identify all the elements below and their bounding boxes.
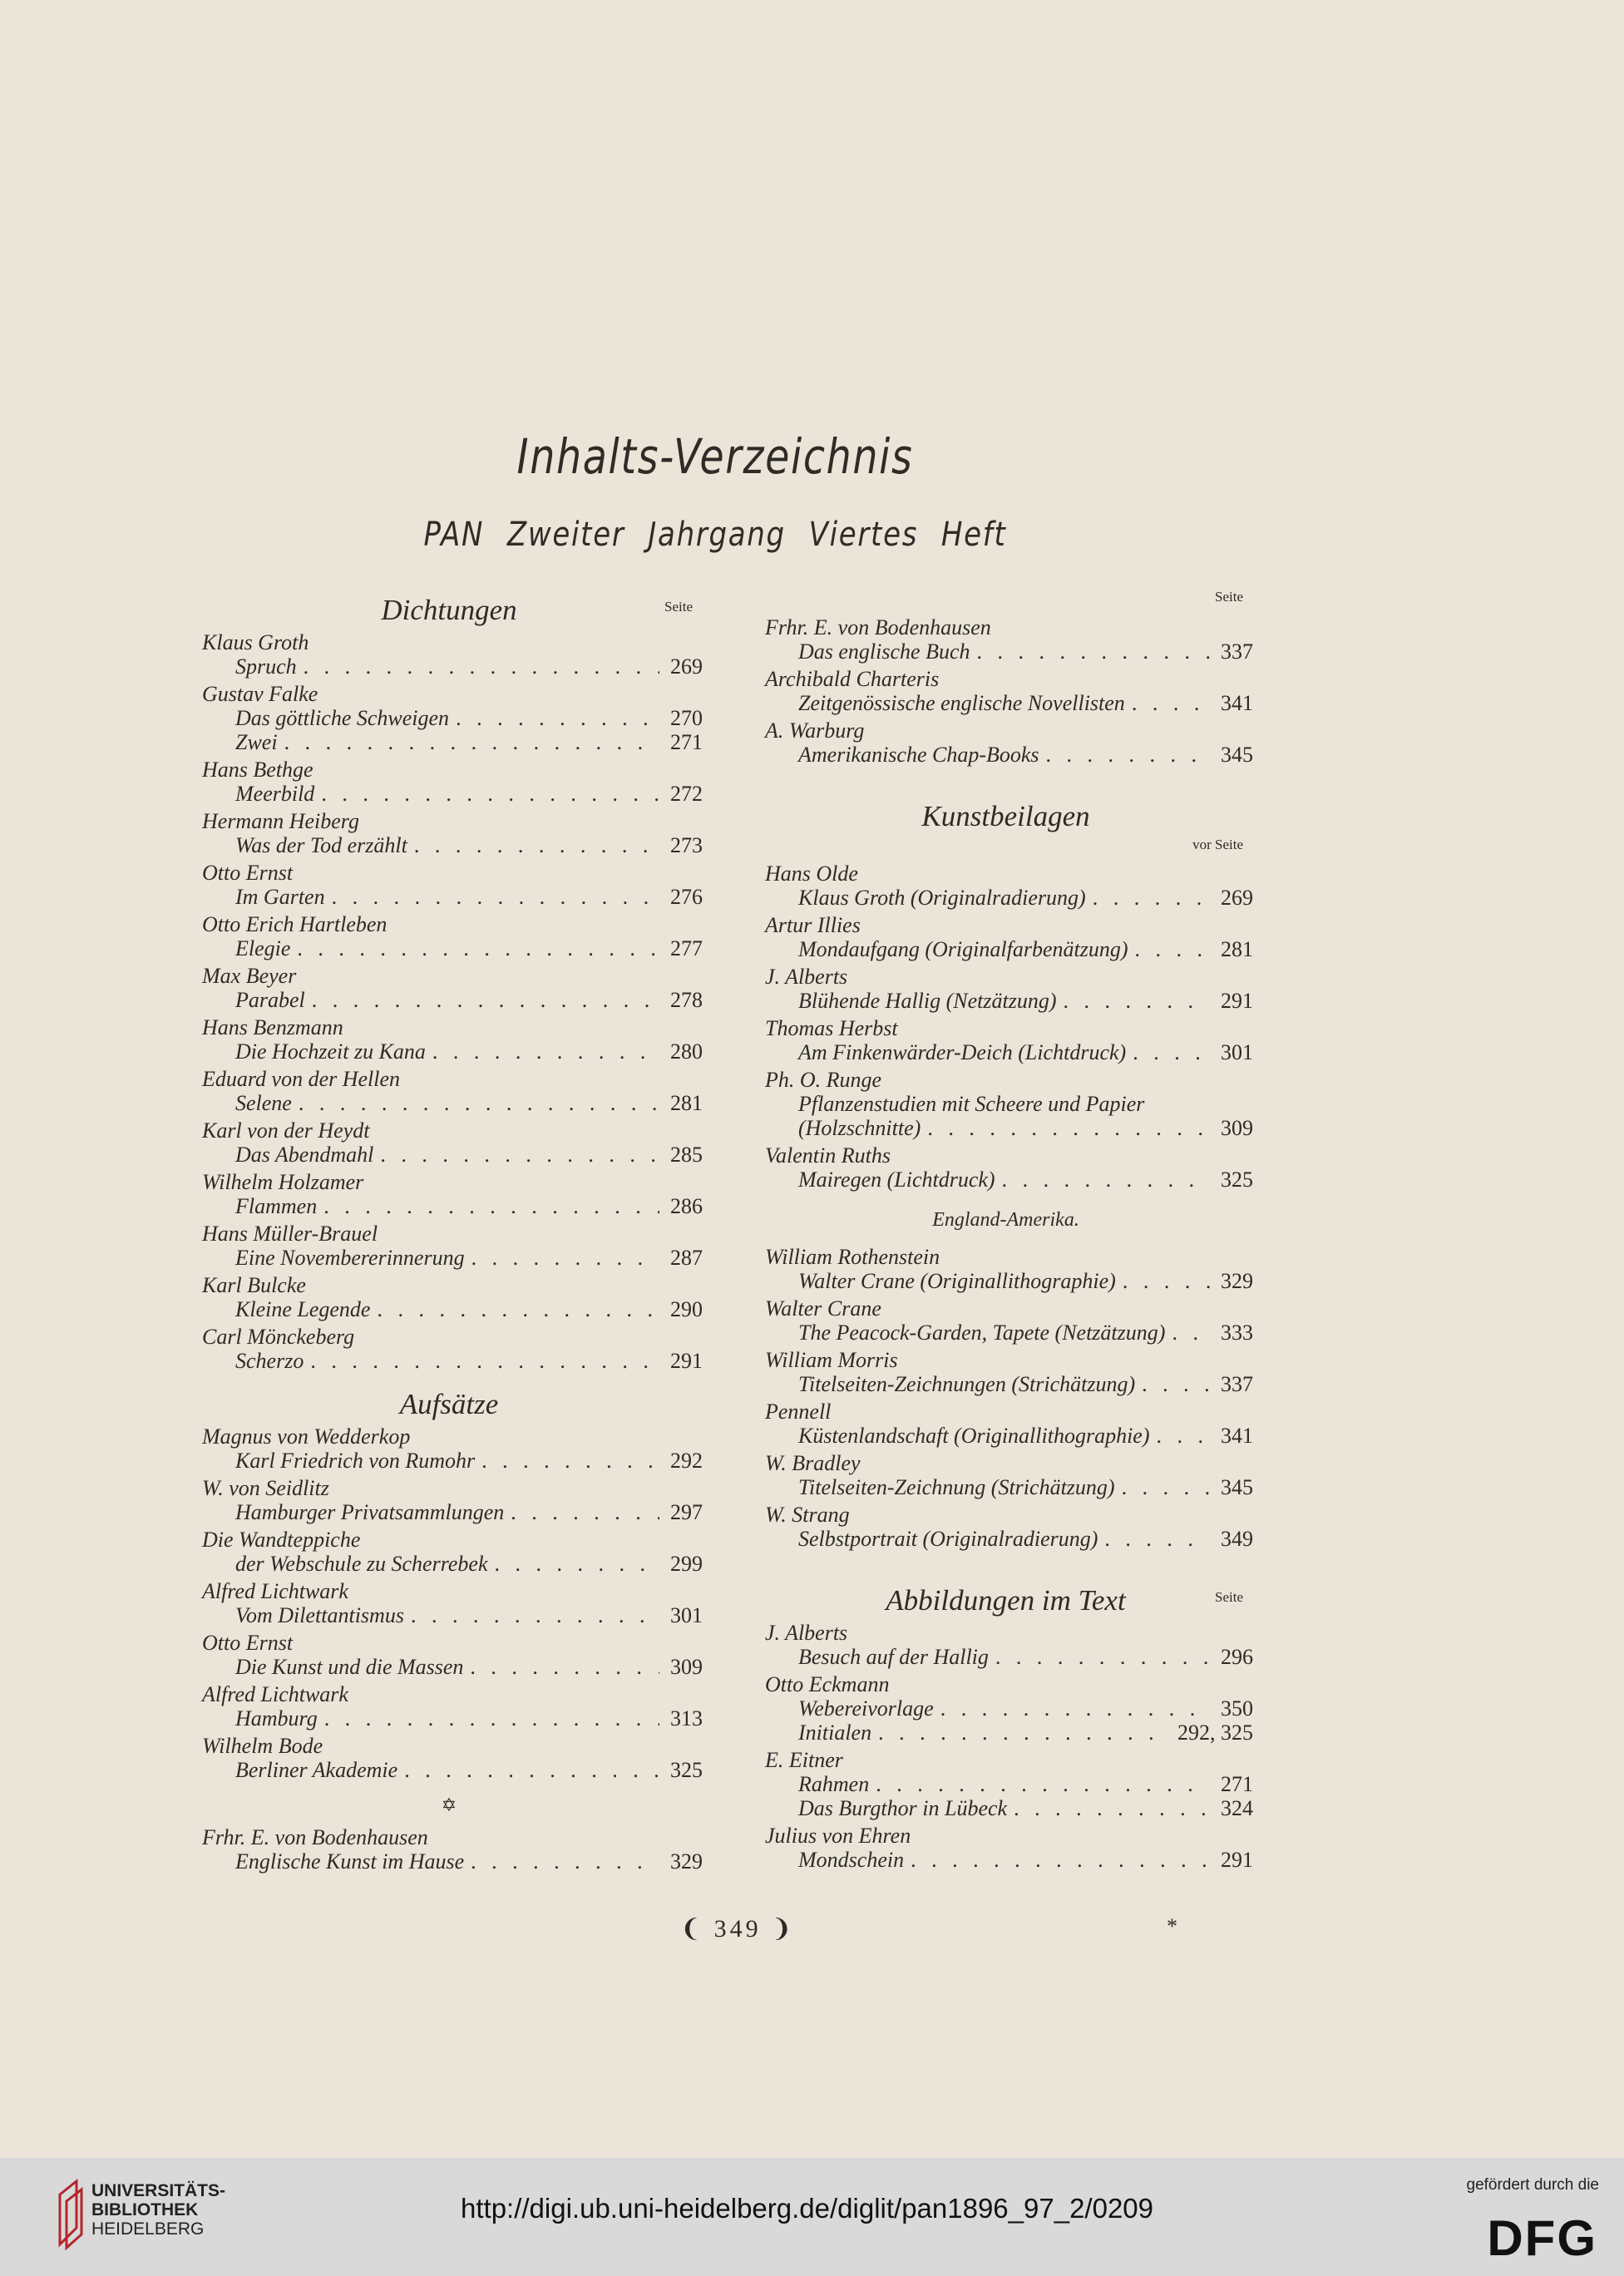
toc-title: Webereivorlage: [798, 1696, 934, 1721]
toc-page: 345: [1221, 743, 1253, 767]
toc-page: 341: [1221, 1424, 1253, 1448]
dot-leader: [1122, 1475, 1210, 1499]
toc-entry: [195, 1349, 703, 1373]
toc-title: Kleine Legende: [235, 1297, 371, 1321]
toc-entry: [758, 1645, 1253, 1669]
toc-author: Karl von der Heydt: [202, 1118, 370, 1143]
dot-leader: [297, 936, 659, 960]
toc-title: Walter Crane (Originallithographie): [798, 1269, 1116, 1293]
dot-leader: [323, 1194, 659, 1218]
toc-title: Titelseiten-Zeichnungen (Strichätzung): [798, 1372, 1136, 1396]
toc-title: Elegie: [235, 936, 291, 960]
toc-group: [758, 615, 1253, 664]
toc-group: [195, 1118, 703, 1167]
toc-page: 281: [1221, 937, 1253, 961]
toc-author: Wilhelm Bode: [202, 1734, 323, 1758]
toc-title: Das englische Buch: [798, 639, 970, 664]
toc-author: William Morris: [765, 1348, 898, 1372]
toc-author: Walter Crane: [765, 1296, 881, 1321]
dot-leader: [380, 1143, 659, 1167]
toc-group: [195, 1682, 703, 1730]
library-line-3: HEIDELBERG: [91, 2219, 205, 2239]
dot-leader: [481, 1449, 659, 1473]
source-url[interactable]: http://digi.ub.uni-heidelberg.de/diglit/pan1896_97_2/0209: [461, 2193, 1154, 2224]
dot-leader: [312, 988, 659, 1012]
library-line-2: BIBLIOTHEK: [91, 2200, 199, 2219]
toc-author: Ph. O. Runge: [765, 1068, 882, 1092]
page-subtitle: PAN Zweiter Jahrgang Viertes Heft: [423, 516, 1007, 554]
toc-page: 309: [670, 1655, 703, 1679]
toc-entry: [758, 1475, 1253, 1499]
toc-author: Julius von Ehren: [765, 1824, 911, 1848]
section-heading: Kunstbeilagen: [921, 800, 1090, 832]
toc-author: Magnus von Wedderkop: [202, 1424, 411, 1449]
toc-entry: [758, 1772, 1253, 1796]
toc-entry: [195, 706, 703, 730]
toc-author: Otto Eckmann: [765, 1672, 890, 1696]
toc-entry: [758, 886, 1253, 910]
toc-entry: [195, 833, 703, 857]
toc-entry: [758, 1796, 1253, 1820]
toc-page: 309: [1221, 1116, 1253, 1140]
toc-title: Karl Friedrich von Rumohr: [235, 1449, 476, 1473]
dot-leader: [304, 654, 659, 679]
dot-leader: [1104, 1527, 1210, 1551]
toc-title: Küstenlandschaft (Originallithographie): [798, 1424, 1150, 1448]
toc-page: 337: [1221, 639, 1253, 664]
toc-title-line: Pflanzenstudien mit Scheere und Papier: [798, 1092, 1145, 1116]
toc-group: [758, 1143, 1253, 1192]
toc-author: Alfred Lichtwark: [202, 1579, 348, 1603]
toc-title: Klaus Groth (Originalradierung): [798, 886, 1086, 910]
toc-title: Selbstportrait (Originalradierung): [798, 1527, 1098, 1551]
toc-author: W. Strang: [765, 1503, 850, 1527]
toc-title: Mairegen (Lichtdruck): [798, 1168, 995, 1192]
toc-entry: [195, 730, 703, 754]
section-heading: Dichtungen: [381, 594, 517, 626]
funder-claim: gefördert durch die: [1466, 2176, 1599, 2194]
toc-entry: [758, 937, 1253, 961]
toc-title: Die Kunst und die Massen: [235, 1655, 464, 1679]
toc-title: Eine Novembererinnerung: [235, 1246, 465, 1270]
toc-entry: [758, 639, 1253, 664]
toc-entry: [758, 1321, 1253, 1345]
toc-title: Zwei: [235, 730, 278, 754]
vor-seite-label: vor Seite: [1192, 837, 1243, 852]
toc-page: 273: [670, 833, 703, 857]
toc-entry: [758, 1168, 1253, 1192]
toc-page: 286: [670, 1194, 703, 1218]
toc-title: Amerikanische Chap-Books: [798, 743, 1039, 767]
toc-page: 324: [1221, 1796, 1253, 1820]
toc-group: [758, 1400, 1253, 1448]
toc-title: Hamburger Privatsammlungen: [235, 1500, 505, 1524]
section-kunstbeilagen: [758, 788, 1253, 837]
toc-group: [195, 1222, 703, 1270]
toc-group: [758, 913, 1253, 961]
dot-leader: [470, 1655, 659, 1679]
toc-group: [195, 1170, 703, 1218]
toc-group: [758, 1748, 1253, 1820]
toc-page: 291: [670, 1349, 703, 1373]
ruths-list: [758, 1143, 1253, 1192]
library-name: [91, 2181, 225, 2239]
toc-group: [195, 1015, 703, 1064]
dot-leader: [1014, 1796, 1210, 1820]
library-line-1: UNIVERSITÄTS-: [91, 2181, 226, 2200]
toc-entry: [195, 782, 703, 806]
toc-page: 281: [670, 1091, 703, 1115]
toc-right-column: [758, 582, 1253, 1875]
toc-page: 291: [1221, 1848, 1253, 1872]
dot-leader: [977, 639, 1210, 664]
toc-page: 329: [1221, 1269, 1253, 1293]
toc-author: Wilhelm Holzamer: [202, 1170, 364, 1194]
toc-title: Das Abendmahl: [235, 1143, 374, 1167]
toc-author: Karl Bulcke: [202, 1273, 306, 1297]
toc-page: 287: [670, 1246, 703, 1270]
toc-title: Hamburg: [235, 1706, 318, 1730]
toc-author: J. Alberts: [765, 1621, 848, 1645]
dot-leader: [1142, 1372, 1210, 1396]
toc-page: 313: [670, 1706, 703, 1730]
toc-entry: [758, 1721, 1253, 1745]
star-separator: ✡: [441, 1795, 457, 1815]
toc-title: Titelseiten-Zeichnung (Strichätzung): [798, 1475, 1115, 1499]
toc-page: 301: [670, 1603, 703, 1627]
toc-author: Hermann Heiberg: [202, 809, 359, 833]
toc-entry: [195, 988, 703, 1012]
toc-title: Das göttliche Schweigen: [235, 706, 450, 730]
toc-group: [758, 1621, 1253, 1669]
toc-author: Archibald Charteris: [765, 667, 940, 691]
signature-star: *: [1167, 1914, 1177, 1938]
toc-entry: [195, 1246, 703, 1270]
section-aufsaetze: [195, 1376, 703, 1424]
toc-author: W. Bradley: [765, 1451, 861, 1475]
dot-leader: [324, 1706, 659, 1730]
toc-page: 292, 325: [1177, 1721, 1253, 1745]
dot-leader: [1132, 691, 1210, 715]
toc-author: Carl Mönckeberg: [202, 1325, 355, 1349]
dot-leader: [995, 1645, 1210, 1669]
toc-page: 292: [670, 1449, 703, 1473]
england-amerika-heading: England-Amerika.: [932, 1209, 1079, 1231]
toc-entry: [758, 1040, 1253, 1064]
toc-title: Englische Kunst im Hause: [235, 1849, 465, 1874]
toc-title: Selene: [235, 1091, 292, 1115]
toc-group: [195, 861, 703, 909]
toc-page: 301: [1221, 1040, 1253, 1064]
dot-leader: [1093, 886, 1210, 910]
toc-title: Scherzo: [235, 1349, 304, 1373]
toc-group: [758, 1672, 1253, 1745]
dot-leader: [321, 782, 659, 806]
toc-group: [195, 630, 703, 679]
toc-title: Meerbild: [235, 782, 315, 806]
toc-author: Hans Benzmann: [202, 1015, 343, 1039]
toc-title: Vom Dilettantismus: [235, 1603, 404, 1627]
toc-title: der Webschule zu Scherrebek: [235, 1552, 488, 1576]
toc-author: William Rothenstein: [765, 1245, 940, 1269]
toc-entry: [758, 989, 1253, 1013]
toc-author: Pennell: [765, 1400, 832, 1424]
toc-group: [758, 1245, 1253, 1293]
dot-leader: [1123, 1269, 1210, 1293]
dot-leader: [1157, 1424, 1211, 1448]
toc-page: 291: [1221, 989, 1253, 1013]
toc-entry: [195, 1091, 703, 1115]
toc-author: Artur Illies: [765, 913, 861, 937]
toc-author: Frhr. E. von Bodenhausen: [202, 1825, 428, 1849]
digitization-footer-bar: [0, 2158, 1624, 2276]
toc-group: [195, 1273, 703, 1321]
toc-author: Alfred Lichtwark: [202, 1682, 348, 1706]
toc-page: 290: [670, 1297, 703, 1321]
toc-author: J. Alberts: [765, 965, 848, 989]
toc-entry: [195, 1706, 703, 1730]
toc-title: Was der Tod erzählt: [235, 833, 407, 857]
toc-entry: [195, 1758, 703, 1782]
toc-title: Die Hochzeit zu Kana: [235, 1039, 426, 1064]
dot-leader: [411, 1603, 659, 1627]
toc-entry: [758, 1424, 1253, 1448]
toc-title: Am Finkenwärder-Deich (Lichtdruck): [798, 1040, 1127, 1064]
kunstbeilagen-list: [758, 862, 1253, 1064]
toc-entry: [195, 1449, 703, 1473]
toc-group: [758, 1348, 1253, 1396]
toc-entry: [195, 1297, 703, 1321]
toc-entry: [758, 691, 1253, 715]
dichtungen-list: [195, 630, 703, 1373]
dot-leader: [927, 1116, 1210, 1140]
toc-title: Im Garten: [235, 885, 325, 909]
dot-leader: [940, 1696, 1210, 1721]
toc-group: [758, 965, 1253, 1013]
toc-author: Otto Ernst: [202, 1631, 294, 1655]
seite-label: Seite: [664, 599, 693, 615]
toc-group: [195, 1424, 703, 1473]
dfg-logo: DFG: [1487, 2210, 1597, 2266]
toc-group: [195, 1476, 703, 1524]
toc-group: [195, 682, 703, 754]
toc-group: [758, 1824, 1253, 1872]
dot-leader: [404, 1758, 659, 1782]
page-number: ❨ 349 ❩: [680, 1915, 796, 1943]
seite-label: Seite: [1215, 1589, 1243, 1605]
dot-leader: [511, 1500, 659, 1524]
toc-page: 276: [670, 885, 703, 909]
toc-entry: [195, 1500, 703, 1524]
toc-group: [195, 1825, 703, 1874]
toc-page: 297: [670, 1500, 703, 1524]
toc-entry: [195, 654, 703, 679]
toc-entry: [758, 1696, 1253, 1721]
toc-title: (Holzschnitte): [798, 1116, 921, 1140]
toc-page: 277: [670, 936, 703, 960]
toc-author: Eduard von der Hellen: [202, 1067, 401, 1091]
toc-entry: [758, 1848, 1253, 1872]
section-abbildungen: [758, 1572, 1253, 1621]
toc-author: Klaus Groth: [202, 630, 309, 654]
dot-leader: [377, 1297, 659, 1321]
toc-author: Otto Ernst: [202, 861, 294, 885]
toc-group: [195, 1528, 703, 1576]
toc-title: Blühende Hallig (Netzätzung): [798, 989, 1057, 1013]
toc-entry: [195, 1552, 703, 1576]
dot-leader: [1135, 937, 1211, 961]
toc-group: [195, 1734, 703, 1782]
toc-author: W. von Seidlitz: [202, 1476, 329, 1500]
dot-leader: [1046, 743, 1210, 767]
toc-entry: [195, 1039, 703, 1064]
toc-page: 269: [1221, 886, 1253, 910]
section-dichtungen: [195, 582, 703, 630]
toc-page: 278: [670, 988, 703, 1012]
toc-group: [758, 1451, 1253, 1499]
england-list: [758, 1245, 1253, 1551]
dot-leader: [471, 1849, 659, 1874]
toc-title: Rahmen: [798, 1772, 870, 1796]
dot-leader: [878, 1721, 1171, 1745]
section-heading: Abbildungen im Text: [886, 1584, 1126, 1617]
toc-author: Hans Olde: [765, 862, 858, 886]
toc-group: [758, 862, 1253, 910]
toc-author: Thomas Herbst: [765, 1016, 898, 1040]
toc-title: Das Burgthor in Lübeck: [798, 1796, 1008, 1820]
toc-title: Berliner Akademie: [235, 1758, 398, 1782]
toc-page: 271: [1221, 1772, 1253, 1796]
toc-author: Gustav Falke: [202, 682, 318, 706]
dot-leader: [471, 1246, 659, 1270]
dot-leader: [1172, 1321, 1210, 1345]
toc-entry: [195, 885, 703, 909]
toc-entry: [195, 1603, 703, 1627]
toc-page: 296: [1221, 1645, 1253, 1669]
toc-entry: [758, 743, 1253, 767]
toc-author: Max Beyer: [202, 964, 297, 988]
toc-page: 350: [1221, 1696, 1253, 1721]
dot-leader: [911, 1848, 1210, 1872]
toc-page: 269: [670, 654, 703, 679]
toc-title: Initialen: [798, 1721, 872, 1745]
toc-group: [195, 758, 703, 806]
toc-author: Hans Bethge: [202, 758, 313, 782]
toc-group: [758, 1503, 1253, 1551]
toc-author: Frhr. E. von Bodenhausen: [765, 615, 991, 639]
toc-author: E. Eitner: [765, 1748, 843, 1772]
toc-left-column: [195, 582, 703, 1877]
toc-entry: [195, 936, 703, 960]
toc-author: Otto Erich Hartleben: [202, 912, 387, 936]
toc-title: Mondaufgang (Originalfarbenätzung): [798, 937, 1128, 961]
toc-author: A. Warburg: [765, 718, 865, 743]
toc-page: 280: [670, 1039, 703, 1064]
toc-page: 299: [670, 1552, 703, 1576]
toc-group: [195, 1579, 703, 1627]
toc-entry: [195, 1143, 703, 1167]
toc-page: 325: [1221, 1168, 1253, 1192]
toc-entry: [758, 1372, 1253, 1396]
dot-leader: [876, 1772, 1210, 1796]
dot-leader: [414, 833, 659, 857]
page-title: Inhalts-Verzeichnis: [516, 428, 914, 485]
toc-group: [758, 1068, 1253, 1140]
toc-author: Hans Müller-Brauel: [202, 1222, 378, 1246]
toc-group: [195, 1325, 703, 1373]
essays-continued-list: [758, 615, 1253, 767]
dot-leader: [1133, 1040, 1210, 1064]
toc-page: 349: [1221, 1527, 1253, 1551]
toc-title: Parabel: [235, 988, 305, 1012]
toc-group: [195, 964, 703, 1012]
toc-page: 271: [670, 730, 703, 754]
toc-group: [195, 1631, 703, 1679]
toc-group: [195, 809, 703, 857]
toc-group: [195, 912, 703, 960]
toc-page: 325: [670, 1758, 703, 1782]
toc-page: 329: [670, 1849, 703, 1874]
toc-entry: [758, 1269, 1253, 1293]
dot-leader: [284, 730, 659, 754]
toc-group: [758, 718, 1253, 767]
section-heading: Aufsätze: [399, 1388, 499, 1420]
dot-leader: [494, 1552, 659, 1576]
toc-page: 270: [670, 706, 703, 730]
toc-title: Zeitgenössische englische Novellisten: [798, 691, 1125, 715]
toc-page: 285: [670, 1143, 703, 1167]
toc-title: Besuch auf der Hallig: [798, 1645, 989, 1669]
toc-author: Valentin Ruths: [765, 1143, 891, 1168]
toc-title: The Peacock-Garden, Tapete (Netzätzung): [798, 1321, 1166, 1345]
toc-group: [195, 1067, 703, 1115]
toc-title: Mondschein: [798, 1848, 905, 1872]
aufsaetze-list: [195, 1424, 703, 1782]
toc-page: 341: [1221, 691, 1253, 715]
toc-group: [758, 1296, 1253, 1345]
seite-label: Seite: [1215, 589, 1243, 605]
toc-page: 333: [1221, 1321, 1253, 1345]
dot-leader: [299, 1091, 659, 1115]
toc-entry: [758, 1116, 1253, 1140]
toc-entry: [195, 1849, 703, 1874]
toc-entry: [758, 1527, 1253, 1551]
toc-title: Spruch: [235, 654, 297, 679]
dot-leader: [432, 1039, 659, 1064]
toc-group: [758, 1016, 1253, 1064]
toc-page: 337: [1221, 1372, 1253, 1396]
toc-group: [758, 667, 1253, 715]
aufsaetze-extra: [195, 1825, 703, 1874]
dot-leader: [332, 885, 659, 909]
dot-leader: [1002, 1168, 1210, 1192]
toc-author: Die Wandteppiche: [202, 1528, 361, 1552]
toc-page: 272: [670, 782, 703, 806]
dot-leader: [1064, 989, 1210, 1013]
toc-page: 345: [1221, 1475, 1253, 1499]
toc-entry: [195, 1194, 703, 1218]
toc-title: Flammen: [235, 1194, 318, 1218]
dot-leader: [310, 1349, 659, 1373]
toc-entry: [195, 1655, 703, 1679]
dot-leader: [456, 706, 659, 730]
abbildungen-list: [758, 1621, 1253, 1872]
